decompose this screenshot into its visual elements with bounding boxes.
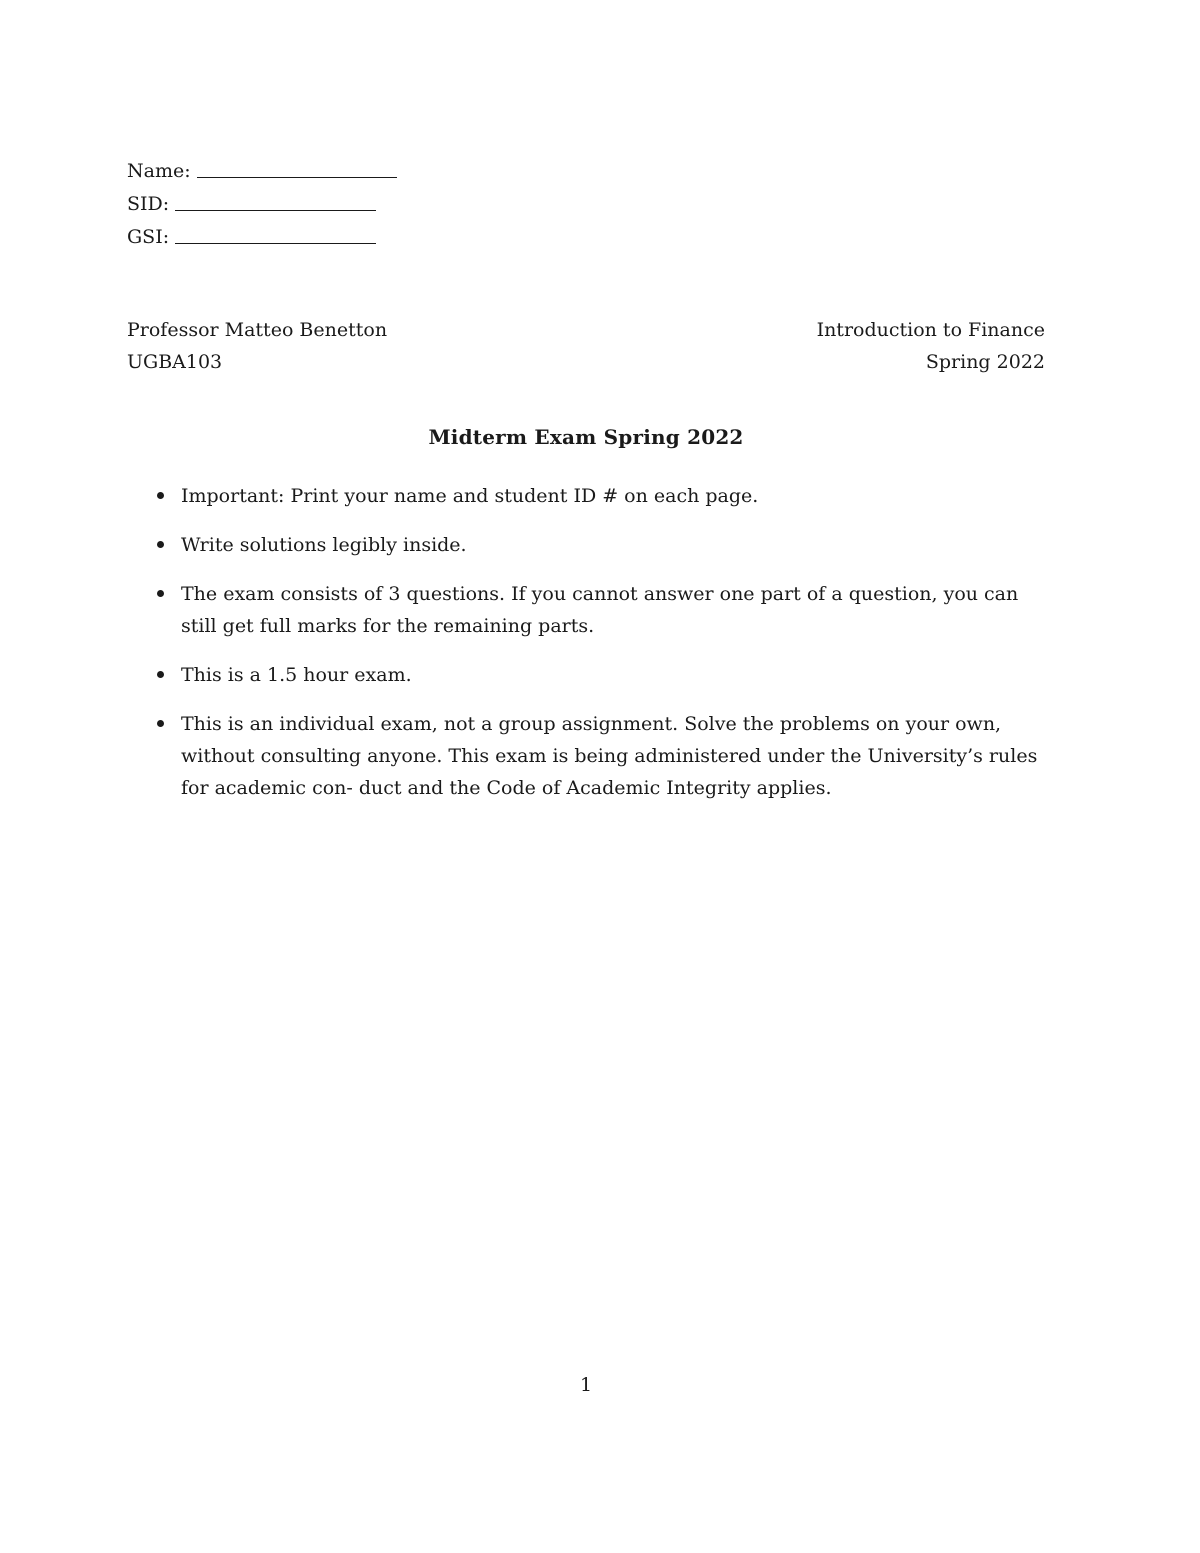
gsi-blank-line xyxy=(175,242,376,244)
header-row-2 xyxy=(127,348,1045,380)
course-header xyxy=(127,316,1045,380)
instruction-text: This is an individual exam, not a group assignment. Solve the problems on your own, without consulting anyone. This exam is being administered under the University’s rules for academic con- duct and the Code of Academic Integrity applies. xyxy=(181,713,1038,799)
course-title: Introduction to Finance xyxy=(816,319,1045,341)
bullet-icon xyxy=(157,541,164,548)
exam-title: Midterm Exam Spring 2022 xyxy=(428,425,744,449)
instruction-text: The exam consists of 3 questions. If you cannot answer one part of a question, you can still get full marks for the remaining parts. xyxy=(181,583,1019,637)
name-label: Name: xyxy=(127,160,191,182)
sid-field xyxy=(127,183,397,216)
header-row-1 xyxy=(127,316,1045,348)
name-blank-line xyxy=(197,176,397,178)
list-item xyxy=(157,480,1045,512)
list-item xyxy=(157,529,1045,561)
name-field xyxy=(127,150,397,183)
professor-name: Professor Matteo Benetton xyxy=(127,319,388,341)
list-item xyxy=(157,578,1045,642)
student-info-fields xyxy=(127,150,397,249)
bullet-icon xyxy=(157,590,164,597)
list-item xyxy=(157,708,1045,804)
sid-blank-line xyxy=(175,209,376,211)
instructions-list xyxy=(157,480,1045,821)
sid-label: SID: xyxy=(127,193,170,215)
bullet-icon xyxy=(157,671,164,678)
list-item xyxy=(157,659,1045,691)
page-number: 1 xyxy=(579,1374,593,1396)
gsi-label: GSI: xyxy=(127,226,170,248)
instruction-text: This is a 1.5 hour exam. xyxy=(181,664,412,686)
course-code: UGBA103 xyxy=(127,351,223,373)
instruction-text: Important: Print your name and student ID # on each page. xyxy=(181,485,759,507)
instruction-text: Write solutions legibly inside. xyxy=(181,534,467,556)
bullet-icon xyxy=(157,720,164,727)
bullet-icon xyxy=(157,492,164,499)
gsi-field xyxy=(127,216,397,249)
term: Spring 2022 xyxy=(925,351,1045,373)
